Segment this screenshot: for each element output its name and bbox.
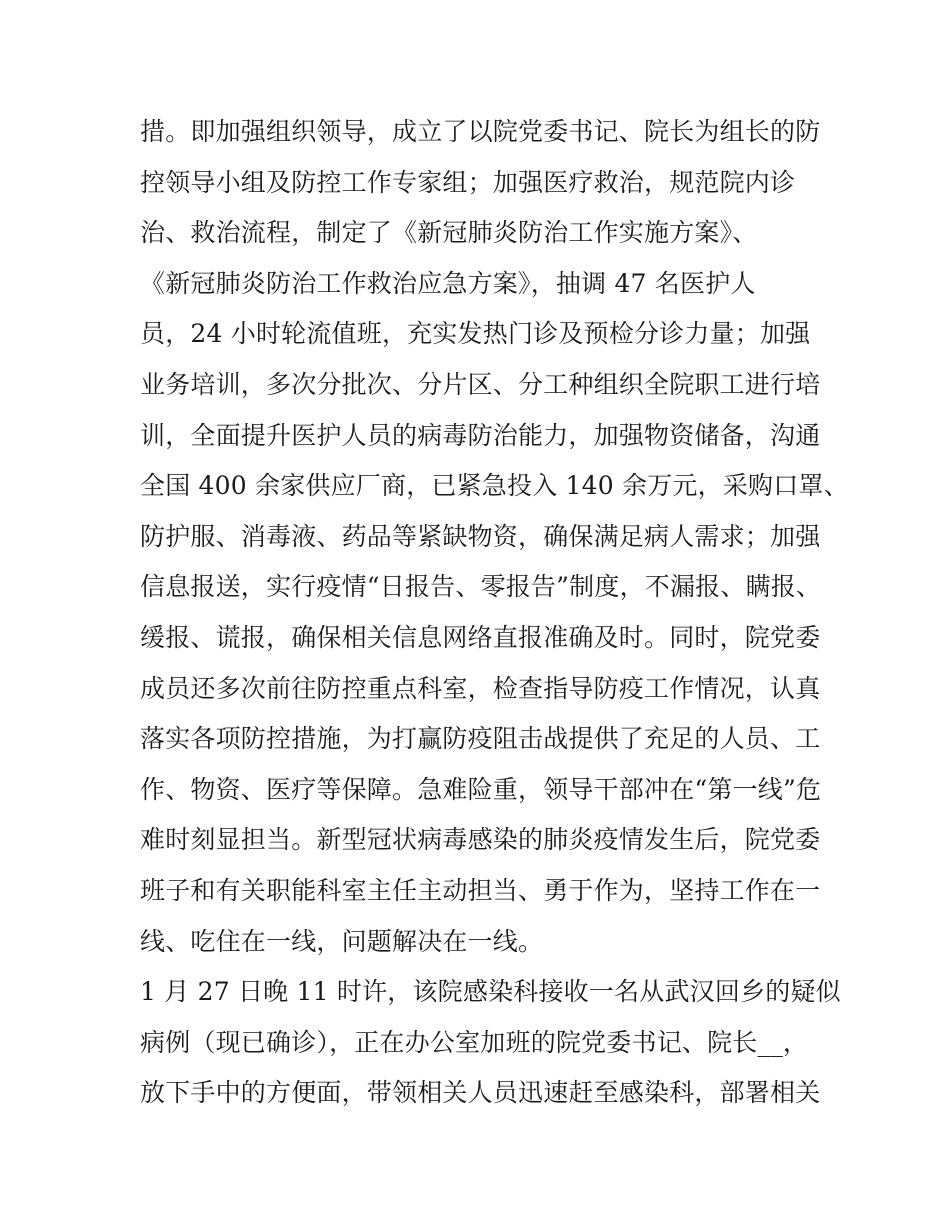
text-line: 《新冠肺炎防治工作救治应急方案》，抽调 47 名医护人	[140, 268, 756, 298]
text-line: 员，24 小时轮流值班，充实发热门诊及预检分诊力量；加强	[140, 319, 811, 349]
text-line: 业务培训，多次分批次、分片区、分工种组织全院职工进行培	[140, 369, 821, 399]
body-text	[140, 107, 849, 1119]
text-line: 放下手中的方便面，带领相关人员迅速赶至感染科，部署相关	[140, 1078, 821, 1108]
text-line: 作、物资、医疗等保障。急难险重，领导干部冲在“第一线”危	[140, 774, 822, 804]
text-line: 病例（现已确诊），正在办公室加班的院党委书记、院长__，	[140, 1027, 809, 1057]
text-line: 缓报、谎报，确保相关信息网络直报准确及时。同时，院党委	[140, 622, 821, 652]
text-line: 信息报送，实行疫情“日报告、零报告”制度，不漏报、瞒报、	[140, 572, 822, 602]
text-line: 班子和有关职能科室主任主动担当、勇于作为，坚持工作在一	[140, 875, 821, 905]
text-line: 难时刻显担当。新型冠状病毒感染的肺炎疫情发生后，院党委	[140, 825, 821, 855]
text-line: 措。即加强组织领导，成立了以院党委书记、院长为组长的防	[140, 117, 821, 146]
text-line: 控领导小组及防控工作专家组；加强医疗救治，规范院内诊	[140, 167, 796, 197]
text-line: 线、吃住在一线，问题解决在一线。	[140, 926, 544, 956]
text-line: 防护服、消毒液、药品等紧缺物资，确保满足病人需求；加强	[140, 521, 821, 551]
text-line: 全国 400 余家供应厂商，已紧急投入 140 余万元，采购口罩、	[140, 471, 849, 501]
text-line: 成员还多次前往防控重点科室，检查指导防疫工作情况，认真	[140, 673, 821, 703]
text-line: 训，全面提升医护人员的病毒防治能力，加强物资储备，沟通	[140, 420, 821, 450]
text-line: 1 月 27 日晚 11 时许，该院感染科接收一名从武汉回乡的疑似	[140, 977, 841, 1007]
text-line: 落实各项防控措施，为打赢防疫阻击战提供了充足的人员、工	[140, 724, 821, 754]
text-line: 治、救治流程，制定了《新冠肺炎防治工作实施方案》、	[140, 218, 758, 248]
